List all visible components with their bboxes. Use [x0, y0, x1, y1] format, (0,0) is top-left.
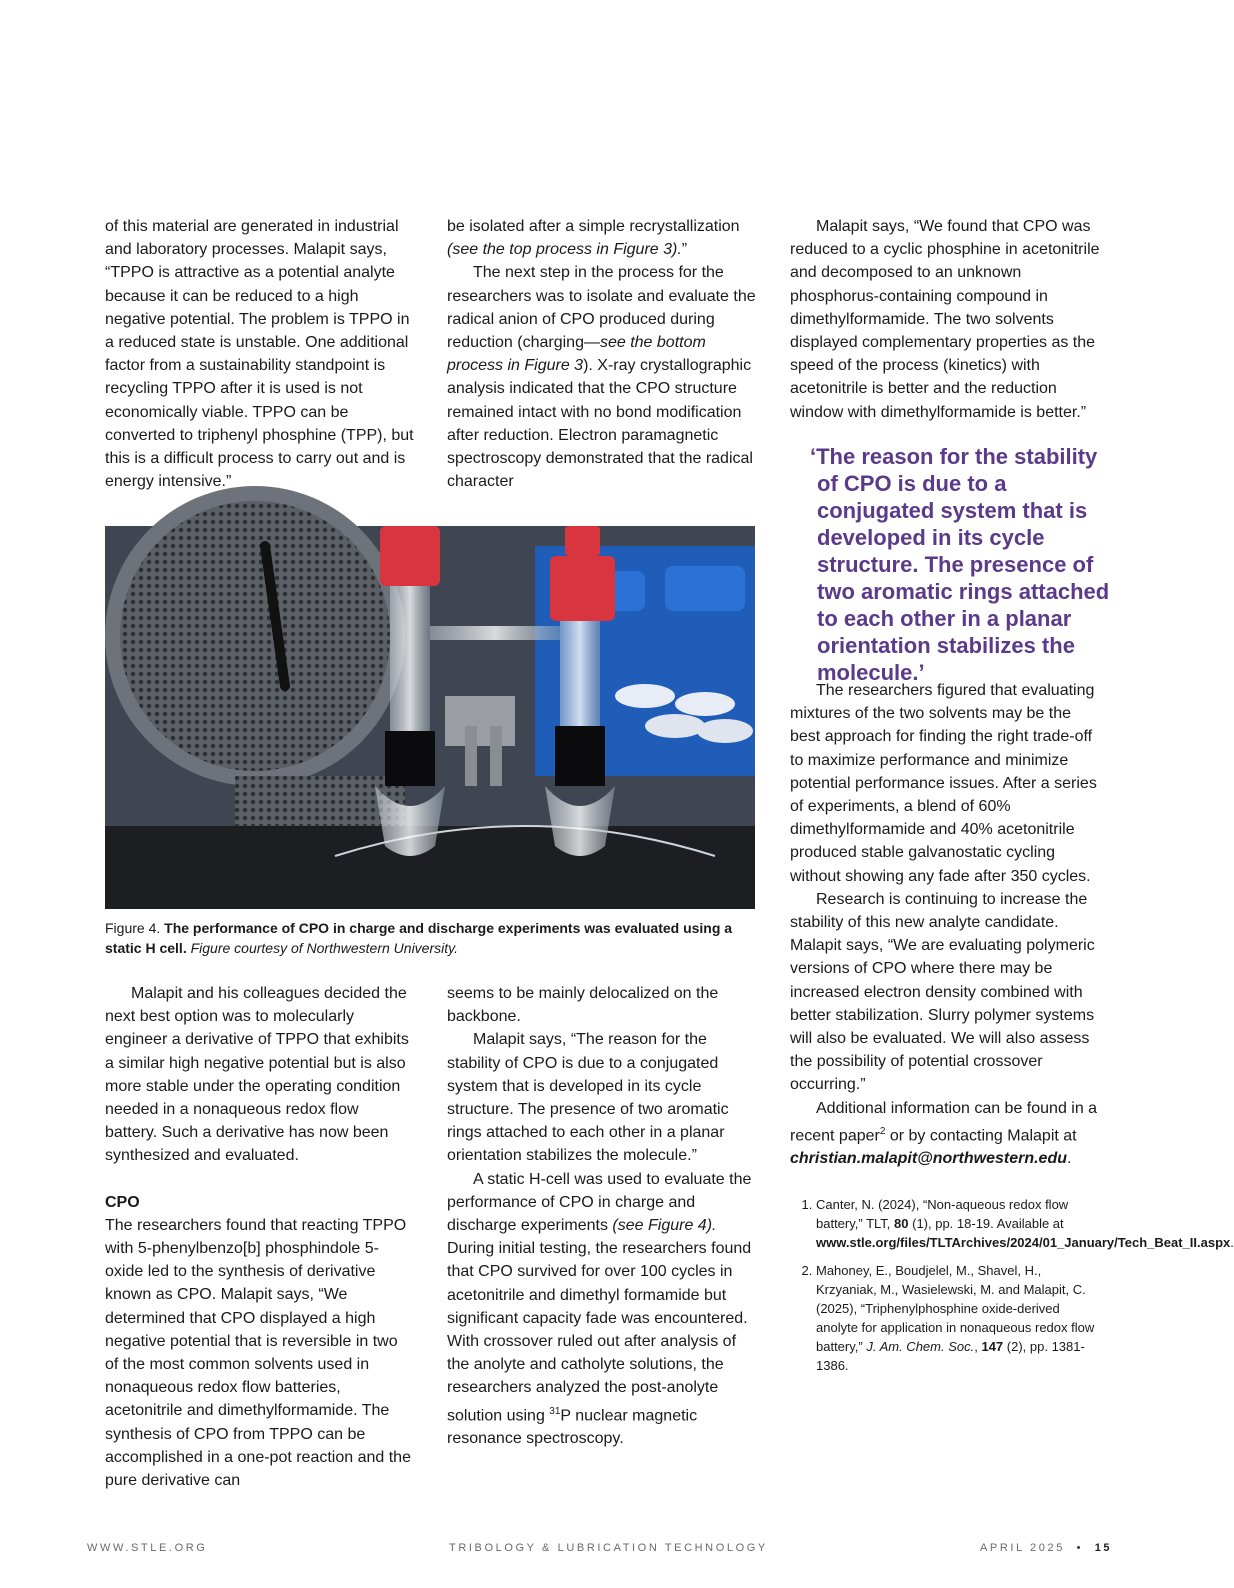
body-paragraph: The next step in the process for the researchers was to isolate and evaluate the radical anion of CPO produced during reduction (charging—see the bottom process in Figure 3). X-ray crystallographic analysis indicated that the CPO structure remained intact with no bond modification after reduction. Electron paramagnetic spectroscopy demonstrated that the radical character	[447, 264, 756, 491]
h-cell-photo-illustration	[105, 526, 755, 909]
references	[795, 1195, 1234, 1384]
column-2-bottom	[447, 982, 757, 1450]
reference-item: 2. Mahoney, E., Boudjelel, M., Shavel, H., Krzyaniak, M., Wasielewski, M. and Malapit, C. (2025), “Triphenylphosphine oxide-derived anolyte for application in nonaqueous redox flow battery,” J. Am. Chem. Soc., 147 (2), pp. 1381-1386.	[816, 1261, 1095, 1375]
footer-publication: TRIBOLOGY & LUBRICATION TECHNOLOGY	[449, 1542, 768, 1554]
column-3-bottom	[790, 679, 1100, 1171]
section-heading: CPO	[105, 1193, 140, 1211]
body-paragraph: Research is continuing to increase the stability of this new analyte candidate. Malapit says, “We are evaluating polymeric versions of CPO where there may be increased electron density combined with better stabilization. Slurry polymer systems will also be evaluated. We will also assess the possibility of potential crossover occurring.”	[790, 890, 1095, 1094]
page-number: 15	[1094, 1542, 1113, 1554]
reference-link[interactable]: www.stle.org/files/TLTArchives/2024/01_January/Tech_Beat_II.aspx	[816, 1235, 1231, 1250]
footer-website[interactable]: WWW.STLE.ORG	[87, 1542, 208, 1554]
column-2-top	[447, 215, 757, 493]
body-paragraph: be isolated after a simple recrystallization (see the top process in Figure 3).”	[447, 218, 740, 259]
body-paragraph: The researchers found that reacting TPPO with 5-phenylbenzo[b] phosphindole 5-oxide led to the synthesis of derivative known as CPO. Malapit says, “We determined that CPO displayed a high negative potential that is reversible in two of the most common solvents used in nonaqueous redox flow batteries, acetonitrile and dimethylformamide. The synthesis of CPO from TPPO can be accomplished in a one-pot reaction and the pure derivative can	[105, 1216, 411, 1490]
pull-quote: ‘The reason for the stability of CPO is due to a conjugated system that is developed in its cycle structure. The presence of two aromatic rings attached to each other in a planar orientation stabilizes the molecule.’	[810, 444, 1110, 685]
body-paragraph: The researchers figured that evaluating mixtures of the two solvents may be the best approach for finding the right trade-off to maximize performance and minimize potential performance issues. After a series of experiments, a blend of 60% dimethylformamide and 40% acetonitrile produced stable galvanostatic cycling without showing any fade after 350 cycles.	[790, 682, 1097, 885]
body-paragraph: seems to be mainly delocalized on the backbone.	[447, 985, 719, 1026]
body-paragraph: Additional information can be found in a recent paper$^2$ or by contacting Malapit at christian.malapit@northwestern.edu.	[790, 1099, 1098, 1168]
figure-4-photo	[105, 526, 755, 909]
column-3-top	[790, 215, 1100, 424]
body-paragraph: Malapit and his colleagues decided the next best option was to molecularly engineer a derivative of TPPO that exhibits a similar high negative potential but is also more stable under the operating condition needed in a nonaqueous redox flow battery. Such a derivative has now been synthesized and evaluated.	[105, 985, 409, 1165]
figure-caption: Figure 4. The performance of CPO in charge and discharge experiments was evaluated using a static H cell. Figure courtesy of Northwestern University.	[105, 920, 733, 956]
reference-item: 1. Canter, N. (2024), “Non-aqueous redox flow battery,” TLT, 80 (1), pp. 18-19. Available at www.stle.org/files/TLTArchives/2024/01_January/Tech_Beat_II.aspx.	[816, 1195, 1095, 1252]
body-paragraph: A static H-cell was used to evaluate the performance of CPO in charge and discharge experiments (see Figure 4). During initial testing, the researchers found that CPO survived for over 100 cycles in acetonitrile and dimethyl formamide but significant capacity fade was encountered. With crossover ruled out after analysis of the anolyte and catholyte solutions, the researchers analyzed the post-anolyte solution using $^{31}$P nuclear magnetic resonance spectroscopy.	[447, 1170, 752, 1448]
footer-issue: APRIL 2025 • 15	[980, 1542, 1113, 1554]
body-paragraph: Malapit says, “The reason for the stability of CPO is due to a conjugated system that is developed in its cycle structure. The presence of two aromatic rings attached to each other in a planar orientation stabilizes the molecule.”	[447, 1031, 729, 1165]
column-1-bottom	[105, 982, 415, 1492]
column-1-top	[105, 215, 415, 493]
footer-dot: •	[1076, 1542, 1084, 1554]
body-paragraph: of this material are generated in industrial and laboratory processes. Malapit says, “TPPO is attractive as a potential analyte because it can be reduced to a high negative potential. The problem is TPPO in a reduced state is unstable. One additional factor from a sustainability standpoint is recycling TPPO after it is used is not economically viable. TPPO can be converted to triphenyl phosphine (TPP), but this is a difficult process to carry out and is energy intensive.”	[105, 218, 414, 491]
email-link[interactable]: christian.malapit@northwestern.edu	[790, 1150, 1067, 1168]
body-paragraph: Malapit says, “We found that CPO was reduced to a cyclic phosphine in acetonitrile and decomposed to an unknown phosphorus-containing compound in dimethylformamide. The two solvents displayed complementary properties as the speed of the process (kinetics) with acetonitrile is better and the reduction window with dimethylformamide is better.”	[790, 218, 1100, 421]
